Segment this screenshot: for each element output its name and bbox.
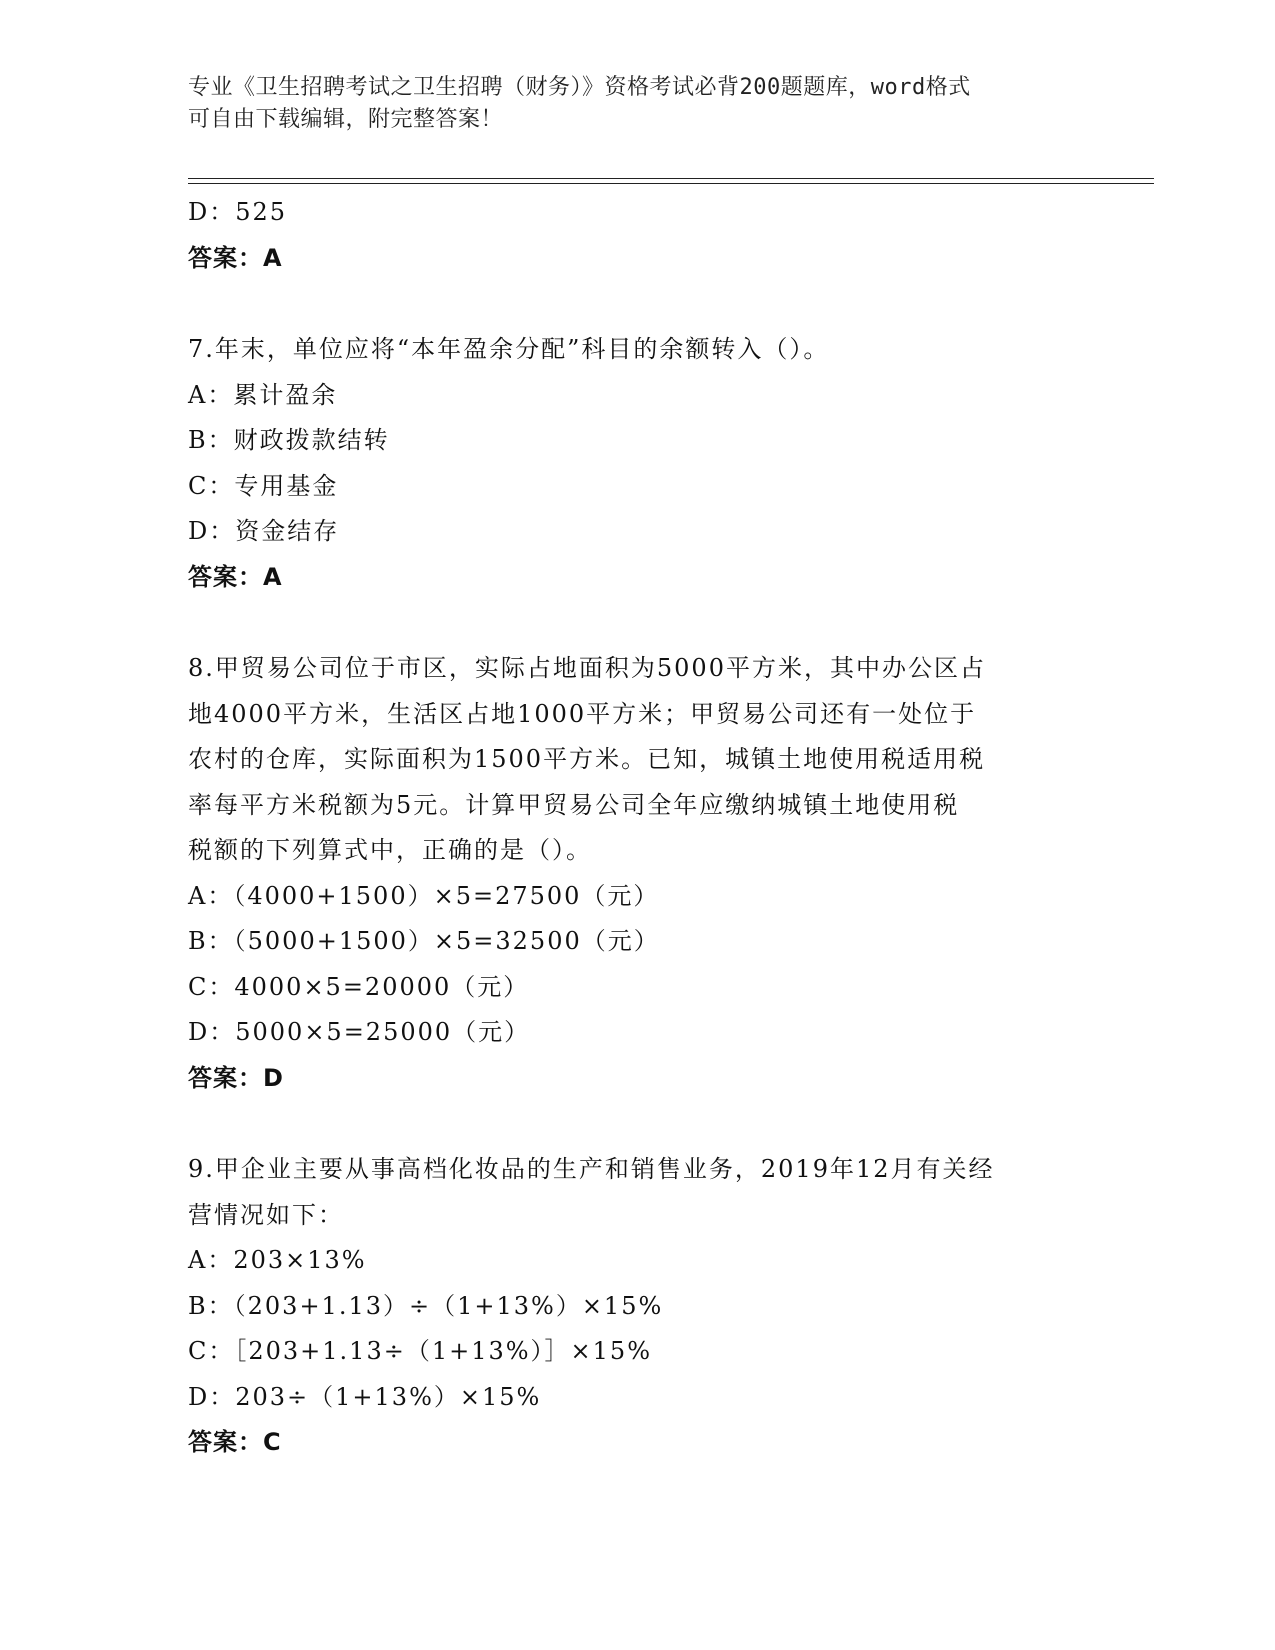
q7-answer: 答案：A xyxy=(188,562,283,591)
q8-option-d: D：5000×5=25000（元） xyxy=(188,1018,531,1046)
q7-option-c: C：专用基金 xyxy=(188,471,339,500)
q7-option-d: D：资金结存 xyxy=(188,517,340,545)
q7-option-b: B：财政拨款结转 xyxy=(188,426,390,454)
q8-answer: 答案：D xyxy=(188,1063,284,1092)
q9-stem-line-2: 营情况如下： xyxy=(188,1200,344,1229)
q8-stem-line-2: 地4000平方米，生活区占地1000平方米；甲贸易公司还有一处位于 xyxy=(188,699,977,728)
header-line-2: 可自由下载编辑，附完整答案！ xyxy=(188,107,504,132)
question-list xyxy=(188,190,1088,1466)
q9-option-b: B：（203+1.13）÷（1+13%）×15% xyxy=(188,1291,664,1320)
q8-option-a: A：（4000+1500）×5=27500（元） xyxy=(188,881,660,910)
q8-stem-line-1: 8.甲贸易公司位于市区，实际占地面积为5000平方米，其中办公区占 xyxy=(188,654,986,682)
header-divider-bottom xyxy=(188,183,1154,184)
q8-stem-line-3: 农村的仓库，实际面积为1500平方米。已知，城镇土地使用税适用税 xyxy=(188,745,986,773)
q7-option-a: A：累计盈余 xyxy=(188,380,338,409)
q6-answer: 答案：A xyxy=(188,243,283,272)
q8-option-b: B：（5000+1500）×5=32500（元） xyxy=(188,927,660,955)
spacer xyxy=(188,1101,1088,1147)
q7-stem: 7.年末，单位应将“本年盈余分配”科目的余额转入（）。 xyxy=(188,335,830,363)
spacer xyxy=(188,600,1088,646)
q9-answer: 答案：C xyxy=(188,1428,282,1456)
spacer xyxy=(188,281,1088,327)
document-header xyxy=(188,72,1068,136)
q9-option-c: C：［203+1.13÷（1+13%）］×15% xyxy=(188,1337,653,1365)
header-divider-top xyxy=(188,178,1154,179)
q8-stem-line-5: 税额的下列算式中，正确的是（）。 xyxy=(188,836,592,864)
q8-option-c: C：4000×5=20000（元） xyxy=(188,972,530,1001)
q9-option-d: D：203÷（1+13%）×15% xyxy=(188,1382,542,1411)
header-line-1: 专业《卫生招聘考试之卫生招聘（财务）》资格考试必背200题题库，word格式 xyxy=(188,75,971,100)
q6-option-d: D：525 xyxy=(188,198,288,226)
q8-stem-line-4: 率每平方米税额为5元。计算甲贸易公司全年应缴纳城镇土地使用税 xyxy=(188,790,960,819)
q9-option-a: A：203×13% xyxy=(188,1246,367,1274)
q9-stem-line-1: 9.甲企业主要从事高档化妆品的生产和销售业务，2019年12月有关经 xyxy=(188,1155,995,1183)
